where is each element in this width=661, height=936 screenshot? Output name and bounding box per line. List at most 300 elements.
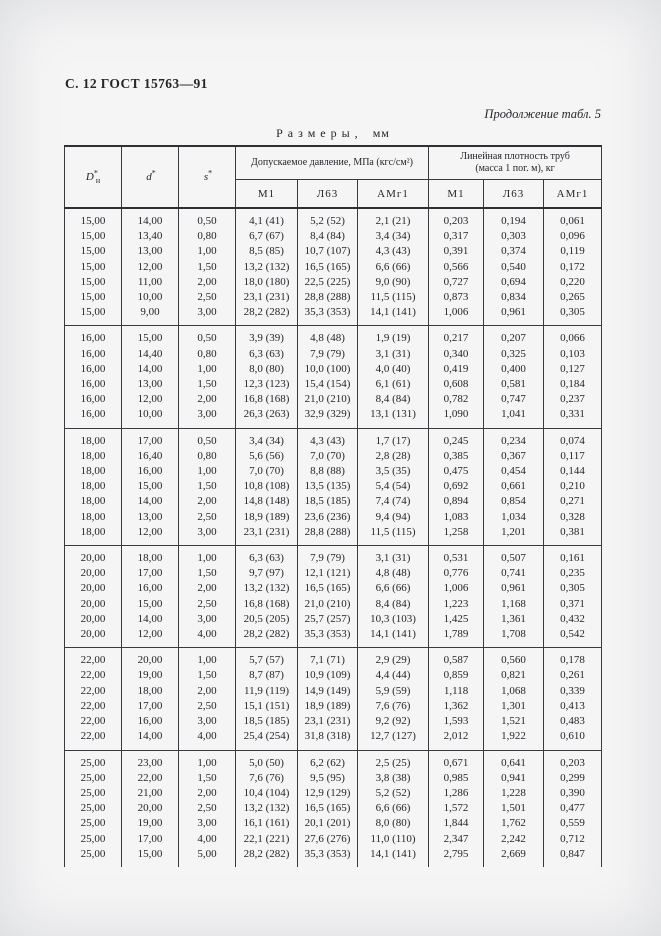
table-cell: 5,0 (50) bbox=[236, 750, 298, 771]
table-row bbox=[65, 525, 602, 546]
table-cell: 2,242 bbox=[484, 832, 544, 847]
table-cell: 23,1 (231) bbox=[298, 714, 358, 729]
density-header-line2: (масса 1 пог. м), кг bbox=[475, 163, 555, 174]
table-cell: 28,8 (288) bbox=[298, 525, 358, 546]
table-cell: 26,3 (263) bbox=[236, 407, 298, 428]
table-row bbox=[65, 494, 602, 509]
table-cell: 21,0 (210) bbox=[298, 597, 358, 612]
table-cell: 15,00 bbox=[122, 847, 179, 867]
table-row bbox=[65, 699, 602, 714]
table-cell: 28,2 (282) bbox=[236, 305, 298, 326]
table-cell: 0,303 bbox=[484, 229, 544, 244]
table-cell: 7,9 (79) bbox=[298, 546, 358, 567]
table-cell: 7,1 (71) bbox=[298, 648, 358, 669]
table-cell: 0,542 bbox=[544, 627, 602, 648]
table-row bbox=[65, 816, 602, 831]
table-cell: 16,00 bbox=[65, 377, 122, 392]
table-cell: 9,0 (90) bbox=[358, 275, 429, 290]
table-cell: 2,1 (21) bbox=[358, 208, 429, 229]
table-cell: 18,00 bbox=[65, 479, 122, 494]
table-cell: 21,00 bbox=[122, 786, 179, 801]
table-caption bbox=[65, 126, 601, 141]
table-cell: 4,8 (48) bbox=[358, 566, 429, 581]
table-cell: 35,3 (353) bbox=[298, 627, 358, 648]
table-cell: 0,587 bbox=[429, 648, 484, 669]
table-cell: 16,1 (161) bbox=[236, 816, 298, 831]
table-cell: 13,40 bbox=[122, 229, 179, 244]
table-cell: 1,041 bbox=[484, 407, 544, 428]
table-cell: 1,572 bbox=[429, 801, 484, 816]
table-cell: 6,6 (66) bbox=[358, 581, 429, 596]
row-group bbox=[65, 750, 602, 867]
table-cell: 15,00 bbox=[65, 229, 122, 244]
table-cell: 4,3 (43) bbox=[298, 428, 358, 449]
density-header-line1: Линейная плотность труб bbox=[460, 151, 570, 162]
table-cell: 1,50 bbox=[179, 479, 236, 494]
table-cell: 0,391 bbox=[429, 244, 484, 259]
table-cell: 0,413 bbox=[544, 699, 602, 714]
table-cell: 14,1 (141) bbox=[358, 305, 429, 326]
table-row bbox=[65, 260, 602, 275]
table-cell: 0,340 bbox=[429, 347, 484, 362]
symbol-sup: * bbox=[208, 168, 213, 178]
table-cell: 1,50 bbox=[179, 566, 236, 581]
table-cell: 5,4 (54) bbox=[358, 479, 429, 494]
table-cell: 35,3 (353) bbox=[298, 847, 358, 867]
table-cell: 12,00 bbox=[122, 525, 179, 546]
table-cell: 3,00 bbox=[179, 525, 236, 546]
row-group bbox=[65, 326, 602, 428]
table-row bbox=[65, 347, 602, 362]
table-cell: 16,00 bbox=[122, 714, 179, 729]
table-row bbox=[65, 510, 602, 525]
table-cell: 18,9 (189) bbox=[298, 699, 358, 714]
table-cell: 0,235 bbox=[544, 566, 602, 581]
table-cell: 1,00 bbox=[179, 648, 236, 669]
table-cell: 9,4 (94) bbox=[358, 510, 429, 525]
table-row bbox=[65, 801, 602, 816]
table-row bbox=[65, 392, 602, 407]
table-cell: 32,9 (329) bbox=[298, 407, 358, 428]
table-cell: 1,501 bbox=[484, 801, 544, 816]
table-row bbox=[65, 407, 602, 428]
table-cell: 22,00 bbox=[65, 684, 122, 699]
table-cell: 0,305 bbox=[544, 305, 602, 326]
table-cell: 0,184 bbox=[544, 377, 602, 392]
table-cell: 22,00 bbox=[65, 714, 122, 729]
table-cell: 13,5 (135) bbox=[298, 479, 358, 494]
table-cell: 25,00 bbox=[65, 750, 122, 771]
table-cell: 0,540 bbox=[484, 260, 544, 275]
table-cell: 0,854 bbox=[484, 494, 544, 509]
table-cell: 11,9 (119) bbox=[236, 684, 298, 699]
table-cell: 28,2 (282) bbox=[236, 627, 298, 648]
table-cell: 8,8 (88) bbox=[298, 464, 358, 479]
table-cell: 4,3 (43) bbox=[358, 244, 429, 259]
table-cell: 2,00 bbox=[179, 786, 236, 801]
table-cell: 25,4 (254) bbox=[236, 729, 298, 750]
table-cell: 18,00 bbox=[122, 546, 179, 567]
table-row bbox=[65, 612, 602, 627]
table-cell: 1,006 bbox=[429, 581, 484, 596]
table-cell: 0,381 bbox=[544, 525, 602, 546]
table-cell: 13,00 bbox=[122, 244, 179, 259]
table-cell: 18,00 bbox=[65, 464, 122, 479]
table-cell: 0,747 bbox=[484, 392, 544, 407]
table-cell: 11,5 (115) bbox=[358, 290, 429, 305]
table-cell: 1,168 bbox=[484, 597, 544, 612]
table-cell: 25,00 bbox=[65, 771, 122, 786]
table-cell: 0,385 bbox=[429, 449, 484, 464]
table-cell: 0,234 bbox=[484, 428, 544, 449]
table-cell: 23,6 (236) bbox=[298, 510, 358, 525]
table-cell: 15,00 bbox=[65, 290, 122, 305]
table-cell: 20,00 bbox=[65, 581, 122, 596]
table-row bbox=[65, 847, 602, 867]
table-cell: 18,00 bbox=[65, 510, 122, 525]
table-header bbox=[65, 146, 602, 208]
table-cell: 8,0 (80) bbox=[358, 816, 429, 831]
table-cell: 1,00 bbox=[179, 464, 236, 479]
table-cell: 4,4 (44) bbox=[358, 668, 429, 683]
table-cell: 10,0 (100) bbox=[298, 362, 358, 377]
table-row bbox=[65, 428, 602, 449]
table-cell: 22,00 bbox=[122, 771, 179, 786]
table-row bbox=[65, 449, 602, 464]
table-cell: 1,301 bbox=[484, 699, 544, 714]
table-cell: 0,560 bbox=[484, 648, 544, 669]
table-cell: 8,4 (84) bbox=[298, 229, 358, 244]
table-cell: 1,593 bbox=[429, 714, 484, 729]
subcolumn-header-material: Л63 bbox=[484, 180, 544, 209]
table-cell: 14,1 (141) bbox=[358, 847, 429, 867]
table-row bbox=[65, 275, 602, 290]
table-cell: 8,4 (84) bbox=[358, 597, 429, 612]
table-cell: 20,00 bbox=[65, 597, 122, 612]
table-cell: 12,7 (127) bbox=[358, 729, 429, 750]
table-cell: 22,00 bbox=[65, 729, 122, 750]
table-cell: 19,00 bbox=[122, 668, 179, 683]
table-cell: 13,1 (131) bbox=[358, 407, 429, 428]
table-cell: 18,00 bbox=[65, 525, 122, 546]
table-row bbox=[65, 244, 602, 259]
symbol-base: s bbox=[203, 171, 209, 183]
table-cell: 0,305 bbox=[544, 581, 602, 596]
table-cell: 0,217 bbox=[429, 326, 484, 347]
table-cell: 9,00 bbox=[122, 305, 179, 326]
table-cell: 0,50 bbox=[179, 428, 236, 449]
table-cell: 1,228 bbox=[484, 786, 544, 801]
table-cell: 3,9 (39) bbox=[236, 326, 298, 347]
table-cell: 1,50 bbox=[179, 771, 236, 786]
table-cell: 0,061 bbox=[544, 208, 602, 229]
table-cell: 19,00 bbox=[122, 816, 179, 831]
table-row bbox=[65, 546, 602, 567]
table-cell: 0,096 bbox=[544, 229, 602, 244]
table-cell: 2,00 bbox=[179, 581, 236, 596]
table-row bbox=[65, 627, 602, 648]
table-cell: 17,00 bbox=[122, 832, 179, 847]
table-row bbox=[65, 464, 602, 479]
table-cell: 2,50 bbox=[179, 801, 236, 816]
table-cell: 17,00 bbox=[122, 699, 179, 714]
table-cell: 0,692 bbox=[429, 479, 484, 494]
table-cell: 18,9 (189) bbox=[236, 510, 298, 525]
table-cell: 10,9 (109) bbox=[298, 668, 358, 683]
table-cell: 2,012 bbox=[429, 729, 484, 750]
table-cell: 14,00 bbox=[122, 494, 179, 509]
table-cell: 0,325 bbox=[484, 347, 544, 362]
table-cell: 20,00 bbox=[65, 627, 122, 648]
table-cell: 4,0 (40) bbox=[358, 362, 429, 377]
symbol-base: D bbox=[85, 171, 94, 183]
table-cell: 15,00 bbox=[122, 479, 179, 494]
table-cell: 16,00 bbox=[65, 407, 122, 428]
table-cell: 0,727 bbox=[429, 275, 484, 290]
table-cell: 14,8 (148) bbox=[236, 494, 298, 509]
table-cell: 2,50 bbox=[179, 290, 236, 305]
table-cell: 15,00 bbox=[122, 597, 179, 612]
subcolumn-header-material: Л63 bbox=[298, 180, 358, 209]
table-cell: 0,961 bbox=[484, 305, 544, 326]
table-cell: 4,00 bbox=[179, 627, 236, 648]
table-cell: 8,7 (87) bbox=[236, 668, 298, 683]
table-cell: 0,859 bbox=[429, 668, 484, 683]
table-cell: 1,362 bbox=[429, 699, 484, 714]
table-cell: 15,00 bbox=[65, 244, 122, 259]
table-cell: 2,00 bbox=[179, 275, 236, 290]
table-row bbox=[65, 229, 602, 244]
table-cell: 14,40 bbox=[122, 347, 179, 362]
table-cell: 0,80 bbox=[179, 449, 236, 464]
table-cell: 7,9 (79) bbox=[298, 347, 358, 362]
table-cell: 0,531 bbox=[429, 546, 484, 567]
caption-word: Размеры, bbox=[276, 126, 363, 140]
table-cell: 18,5 (185) bbox=[298, 494, 358, 509]
table-cell: 2,347 bbox=[429, 832, 484, 847]
table-cell: 25,00 bbox=[65, 801, 122, 816]
table-cell: 28,2 (282) bbox=[236, 847, 298, 867]
table-cell: 16,8 (168) bbox=[236, 392, 298, 407]
table-row bbox=[65, 714, 602, 729]
table-row bbox=[65, 786, 602, 801]
table-cell: 12,00 bbox=[122, 627, 179, 648]
table-cell: 22,00 bbox=[65, 668, 122, 683]
table-cell: 20,1 (201) bbox=[298, 816, 358, 831]
table-cell: 0,066 bbox=[544, 326, 602, 347]
table-cell: 3,00 bbox=[179, 407, 236, 428]
table-cell: 0,367 bbox=[484, 449, 544, 464]
table-cell: 2,8 (28) bbox=[358, 449, 429, 464]
table-cell: 23,1 (231) bbox=[236, 525, 298, 546]
table-cell: 5,6 (56) bbox=[236, 449, 298, 464]
table-cell: 28,8 (288) bbox=[298, 290, 358, 305]
table-cell: 25,00 bbox=[65, 832, 122, 847]
table-row bbox=[65, 377, 602, 392]
table-cell: 16,5 (165) bbox=[298, 801, 358, 816]
table-cell: 6,1 (61) bbox=[358, 377, 429, 392]
table-cell: 1,708 bbox=[484, 627, 544, 648]
table-cell: 10,3 (103) bbox=[358, 612, 429, 627]
table-cell: 3,00 bbox=[179, 612, 236, 627]
table-cell: 22,00 bbox=[65, 648, 122, 669]
symbol-sup: * bbox=[93, 168, 98, 178]
table-row bbox=[65, 305, 602, 326]
table-cell: 0,144 bbox=[544, 464, 602, 479]
table-cell: 12,1 (121) bbox=[298, 566, 358, 581]
table-cell: 8,4 (84) bbox=[358, 392, 429, 407]
column-header-outer-diameter bbox=[65, 146, 122, 208]
column-header-inner-diameter bbox=[122, 146, 179, 208]
table-cell: 0,261 bbox=[544, 668, 602, 683]
table-cell: 3,1 (31) bbox=[358, 546, 429, 567]
table-cell: 0,941 bbox=[484, 771, 544, 786]
table-cell: 21,0 (210) bbox=[298, 392, 358, 407]
table-row bbox=[65, 566, 602, 581]
table-cell: 5,7 (57) bbox=[236, 648, 298, 669]
row-group bbox=[65, 208, 602, 326]
table-cell: 20,5 (205) bbox=[236, 612, 298, 627]
table-cell: 15,00 bbox=[65, 275, 122, 290]
table-cell: 8,5 (85) bbox=[236, 244, 298, 259]
table-cell: 0,834 bbox=[484, 290, 544, 305]
table-cell: 0,390 bbox=[544, 786, 602, 801]
table-cell: 0,80 bbox=[179, 229, 236, 244]
table-cell: 0,271 bbox=[544, 494, 602, 509]
table-cell: 0,741 bbox=[484, 566, 544, 581]
table-cell: 0,210 bbox=[544, 479, 602, 494]
table-cell: 20,00 bbox=[122, 801, 179, 816]
table-cell: 3,00 bbox=[179, 714, 236, 729]
table-cell: 2,9 (29) bbox=[358, 648, 429, 669]
table-cell: 13,00 bbox=[122, 377, 179, 392]
table-cell: 20,00 bbox=[65, 612, 122, 627]
table-cell: 0,339 bbox=[544, 684, 602, 699]
table-row bbox=[65, 684, 602, 699]
table-cell: 0,237 bbox=[544, 392, 602, 407]
table-cell: 16,00 bbox=[65, 362, 122, 377]
table-cell: 16,5 (165) bbox=[298, 581, 358, 596]
table-cell: 20,00 bbox=[65, 566, 122, 581]
table-cell: 1,7 (17) bbox=[358, 428, 429, 449]
table-cell: 1,068 bbox=[484, 684, 544, 699]
table-cell: 1,201 bbox=[484, 525, 544, 546]
table-cell: 11,0 (110) bbox=[358, 832, 429, 847]
page-title: С. 12 ГОСТ 15763—91 bbox=[65, 76, 208, 91]
table-cell: 16,00 bbox=[65, 326, 122, 347]
table-cell: 10,4 (104) bbox=[236, 786, 298, 801]
table-cell: 5,9 (59) bbox=[358, 684, 429, 699]
table-cell: 16,00 bbox=[65, 392, 122, 407]
table-cell: 1,425 bbox=[429, 612, 484, 627]
table-cell: 0,821 bbox=[484, 668, 544, 683]
table-cell: 0,566 bbox=[429, 260, 484, 275]
table-cell: 16,00 bbox=[122, 464, 179, 479]
table-row bbox=[65, 832, 602, 847]
table-cell: 1,286 bbox=[429, 786, 484, 801]
subcolumn-header-material: АМг1 bbox=[358, 180, 429, 209]
table-cell: 0,477 bbox=[544, 801, 602, 816]
table-row bbox=[65, 362, 602, 377]
table-cell: 15,00 bbox=[65, 260, 122, 275]
table-cell: 1,521 bbox=[484, 714, 544, 729]
table-cell: 1,00 bbox=[179, 362, 236, 377]
table-cell: 13,2 (132) bbox=[236, 260, 298, 275]
table-row bbox=[65, 750, 602, 771]
table-cell: 6,3 (63) bbox=[236, 347, 298, 362]
subcolumn-header-material: АМг1 bbox=[544, 180, 602, 209]
table-cell: 10,7 (107) bbox=[298, 244, 358, 259]
table-cell: 18,0 (180) bbox=[236, 275, 298, 290]
table-cell: 0,507 bbox=[484, 546, 544, 567]
table-cell: 16,00 bbox=[65, 347, 122, 362]
table-cell: 22,1 (221) bbox=[236, 832, 298, 847]
table-cell: 4,1 (41) bbox=[236, 208, 298, 229]
table-cell: 5,2 (52) bbox=[358, 786, 429, 801]
dimensions-table bbox=[64, 145, 602, 867]
table-cell: 0,371 bbox=[544, 597, 602, 612]
table-cell: 15,00 bbox=[65, 305, 122, 326]
table-cell: 6,3 (63) bbox=[236, 546, 298, 567]
table-cell: 3,00 bbox=[179, 305, 236, 326]
table-cell: 0,776 bbox=[429, 566, 484, 581]
table-cell: 4,00 bbox=[179, 832, 236, 847]
table-cell: 0,178 bbox=[544, 648, 602, 669]
table-cell: 3,4 (34) bbox=[236, 428, 298, 449]
table-cell: 6,6 (66) bbox=[358, 801, 429, 816]
table-cell: 7,6 (76) bbox=[236, 771, 298, 786]
table-row bbox=[65, 648, 602, 669]
table-cell: 4,00 bbox=[179, 729, 236, 750]
table-cell: 1,090 bbox=[429, 407, 484, 428]
table-cell: 0,317 bbox=[429, 229, 484, 244]
table-cell: 13,2 (132) bbox=[236, 581, 298, 596]
table-cell: 0,194 bbox=[484, 208, 544, 229]
table-cell: 0,610 bbox=[544, 729, 602, 750]
table-cell: 1,034 bbox=[484, 510, 544, 525]
table-cell: 6,2 (62) bbox=[298, 750, 358, 771]
table-cell: 1,50 bbox=[179, 260, 236, 275]
table-cell: 0,400 bbox=[484, 362, 544, 377]
table-cell: 0,328 bbox=[544, 510, 602, 525]
table-cell: 0,782 bbox=[429, 392, 484, 407]
table-row bbox=[65, 668, 602, 683]
table-cell: 2,50 bbox=[179, 597, 236, 612]
table-cell: 10,00 bbox=[122, 407, 179, 428]
table-cell: 0,220 bbox=[544, 275, 602, 290]
table-cell: 1,922 bbox=[484, 729, 544, 750]
table-cell: 18,00 bbox=[65, 449, 122, 464]
table-cell: 0,961 bbox=[484, 581, 544, 596]
table-cell: 0,80 bbox=[179, 347, 236, 362]
table-cell: 7,0 (70) bbox=[298, 449, 358, 464]
row-group bbox=[65, 546, 602, 648]
table-cell: 7,6 (76) bbox=[358, 699, 429, 714]
table-cell: 0,873 bbox=[429, 290, 484, 305]
table-cell: 2,795 bbox=[429, 847, 484, 867]
table-cell: 2,50 bbox=[179, 699, 236, 714]
table-cell: 15,1 (151) bbox=[236, 699, 298, 714]
table-cell: 1,50 bbox=[179, 668, 236, 683]
table-cell: 14,9 (149) bbox=[298, 684, 358, 699]
table-cell: 0,608 bbox=[429, 377, 484, 392]
table-cell: 0,207 bbox=[484, 326, 544, 347]
table-cell: 16,8 (168) bbox=[236, 597, 298, 612]
table-cell: 0,694 bbox=[484, 275, 544, 290]
table-cell: 0,50 bbox=[179, 326, 236, 347]
table-cell: 5,2 (52) bbox=[298, 208, 358, 229]
table-cell: 0,894 bbox=[429, 494, 484, 509]
